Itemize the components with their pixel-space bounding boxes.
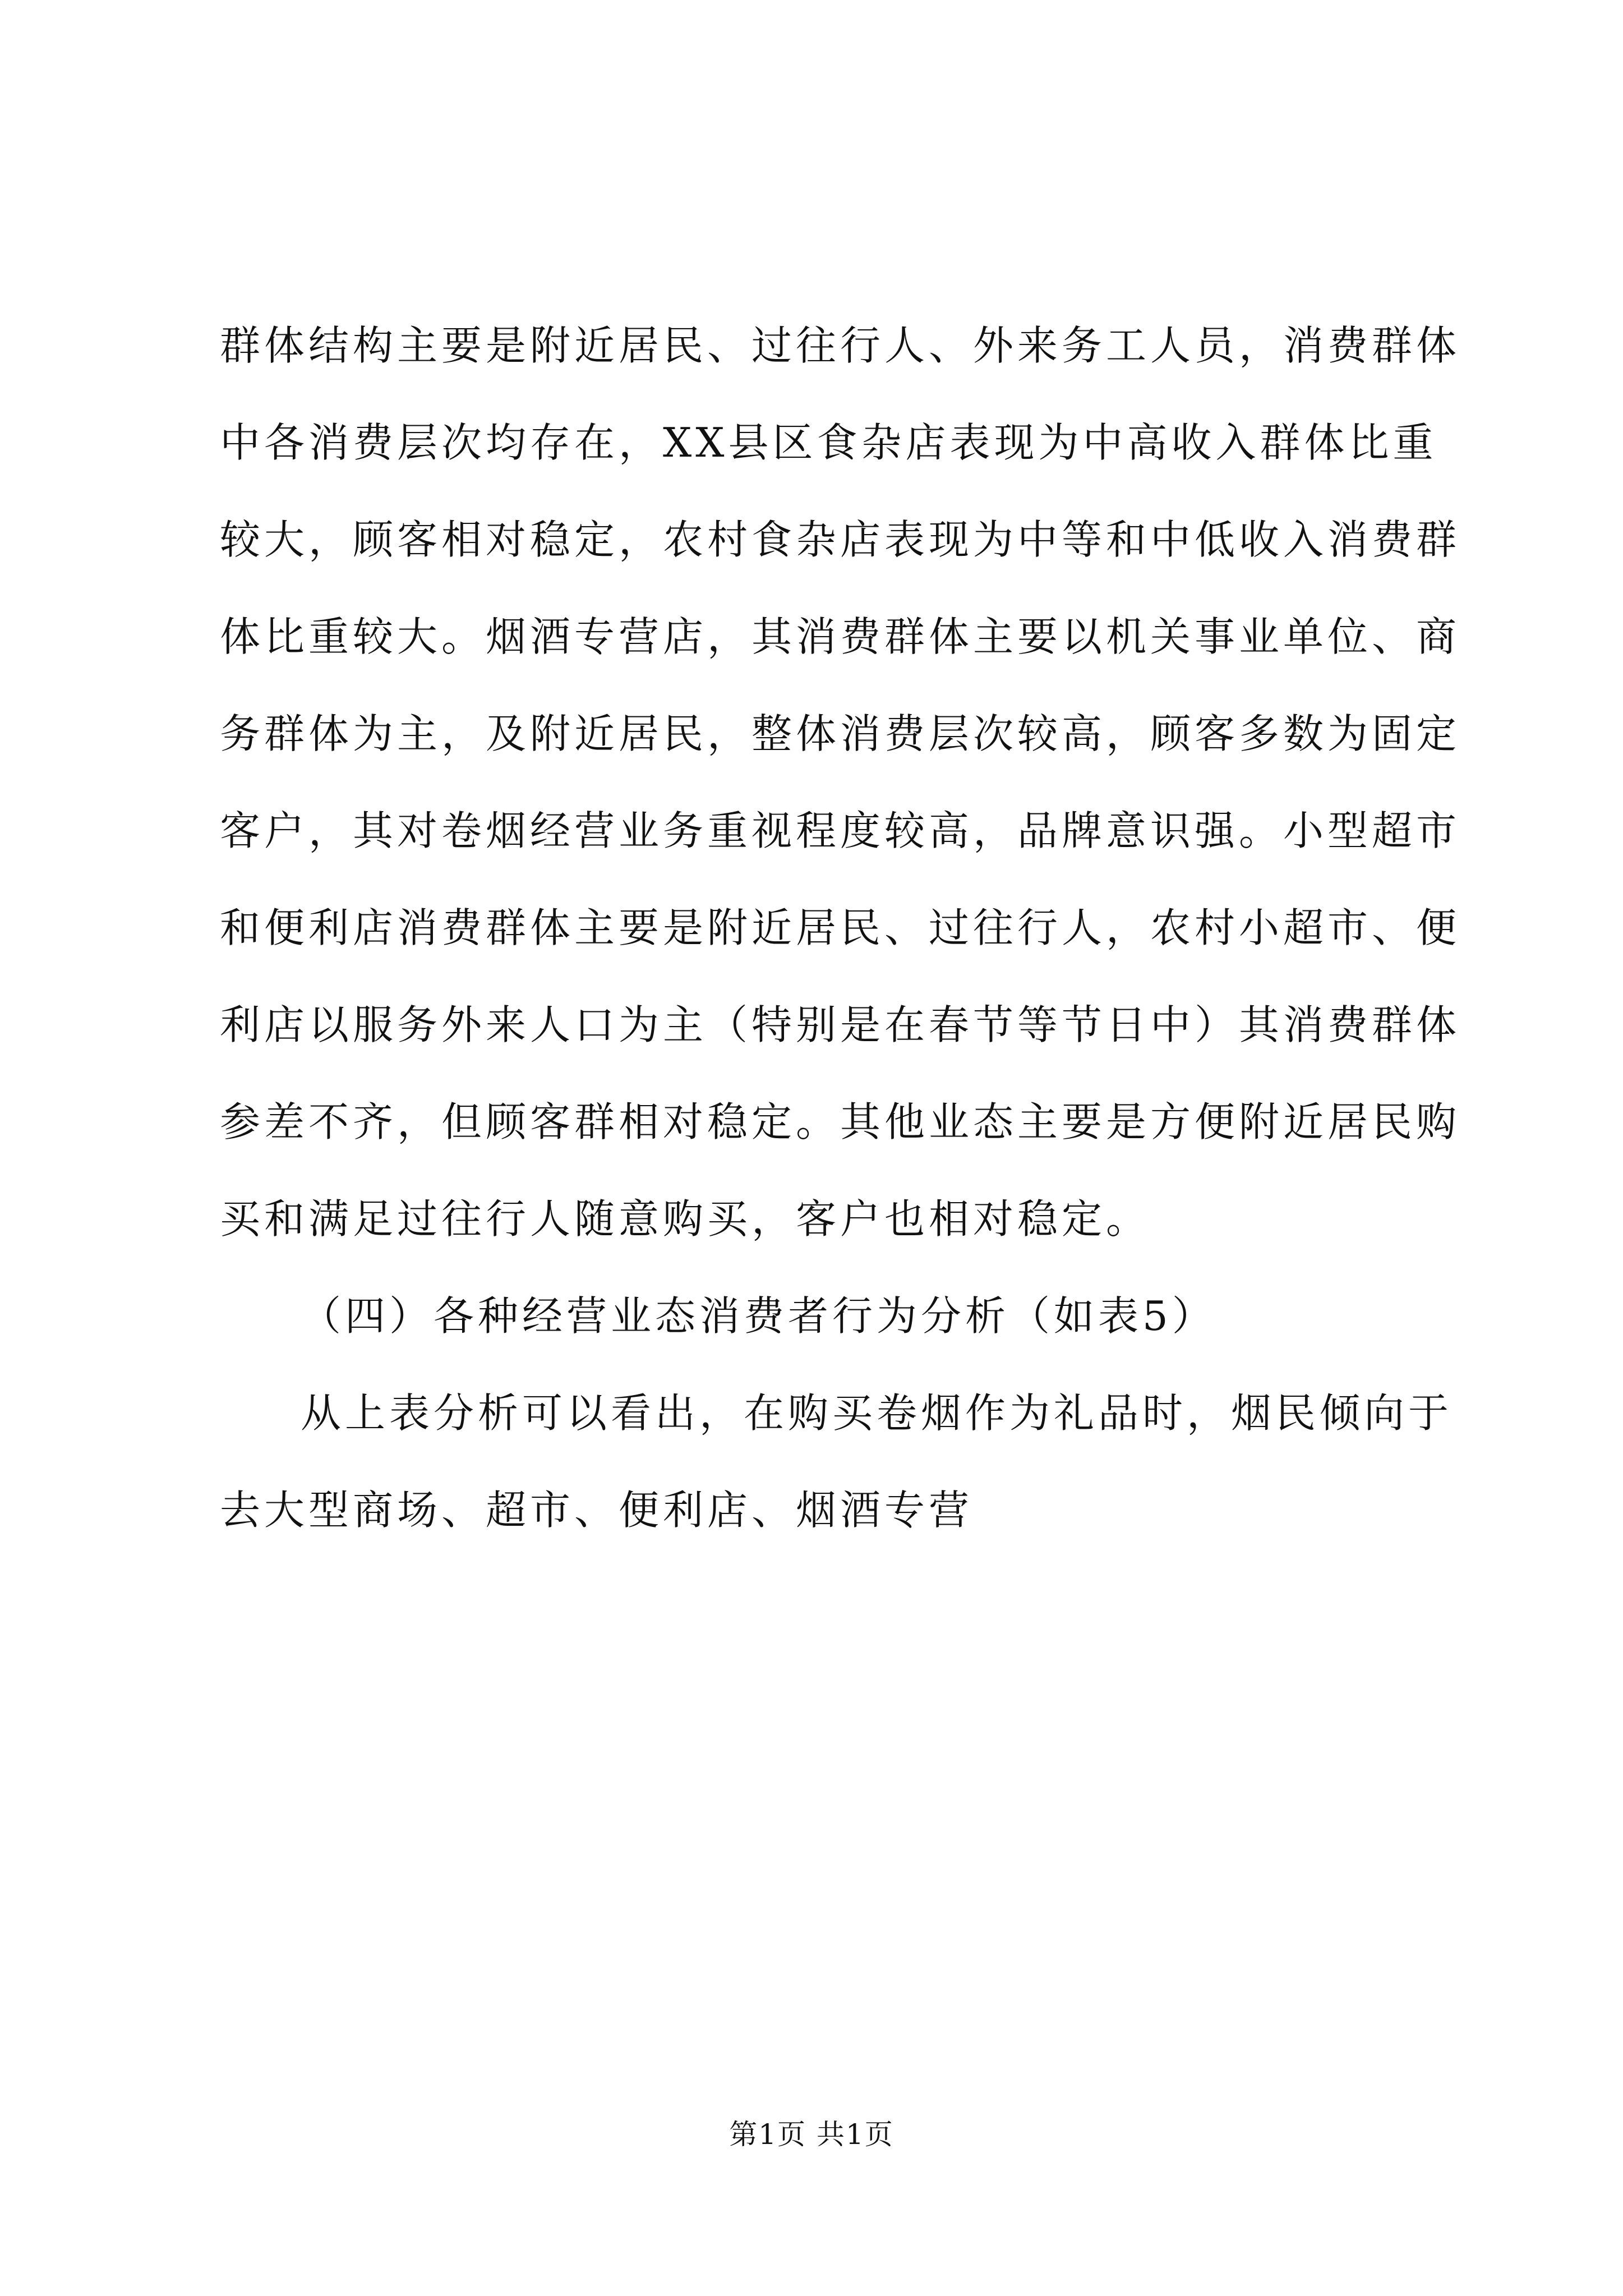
page-footer: 第1页 共1页	[729, 2118, 894, 2151]
paragraph-line: 务群体为主，及附近居民，整体消费层次较高，顾客多数为固定	[220, 710, 1461, 757]
section-heading: （四）各种经营业态消费者行为分析（如表5）	[301, 1292, 1216, 1340]
paragraph-line: 中各消费层次均存在，XX县区食杂店表现为中高收入群体比重	[220, 419, 1437, 466]
paragraph-line: 买和满足过往行人随意购买，客户也相对稳定。	[220, 1195, 1151, 1243]
paragraph-line: 群体结构主要是附近居民、过往行人、外来务工人员，消费群体	[220, 322, 1461, 369]
paragraph-line: 较大，顾客相对稳定，农村食杂店表现为中等和中低收入消费群	[220, 516, 1461, 563]
document-body	[220, 297, 1461, 1559]
paragraph-line: 去大型商场、超市、便利店、烟酒专营	[220, 1487, 974, 1534]
paragraph-line: 客户，其对卷烟经营业务重视程度较高，品牌意识强。小型超市	[220, 807, 1461, 854]
paragraph-line: 利店以服务外来人口为主（特别是在春节等节日中）其消费群体	[220, 1001, 1461, 1048]
paragraph-line: 体比重较大。烟酒专营店，其消费群体主要以机关事业单位、商	[220, 613, 1461, 660]
paragraph-line: 从上表分析可以看出，在购买卷烟作为礼品时，烟民倾向于	[301, 1389, 1453, 1437]
paragraph-line: 和便利店消费群体主要是附近居民、过往行人，农村小超市、便	[220, 904, 1461, 951]
paragraph-line: 参差不齐，但顾客群相对稳定。其他业态主要是方便附近居民购	[220, 1098, 1461, 1145]
